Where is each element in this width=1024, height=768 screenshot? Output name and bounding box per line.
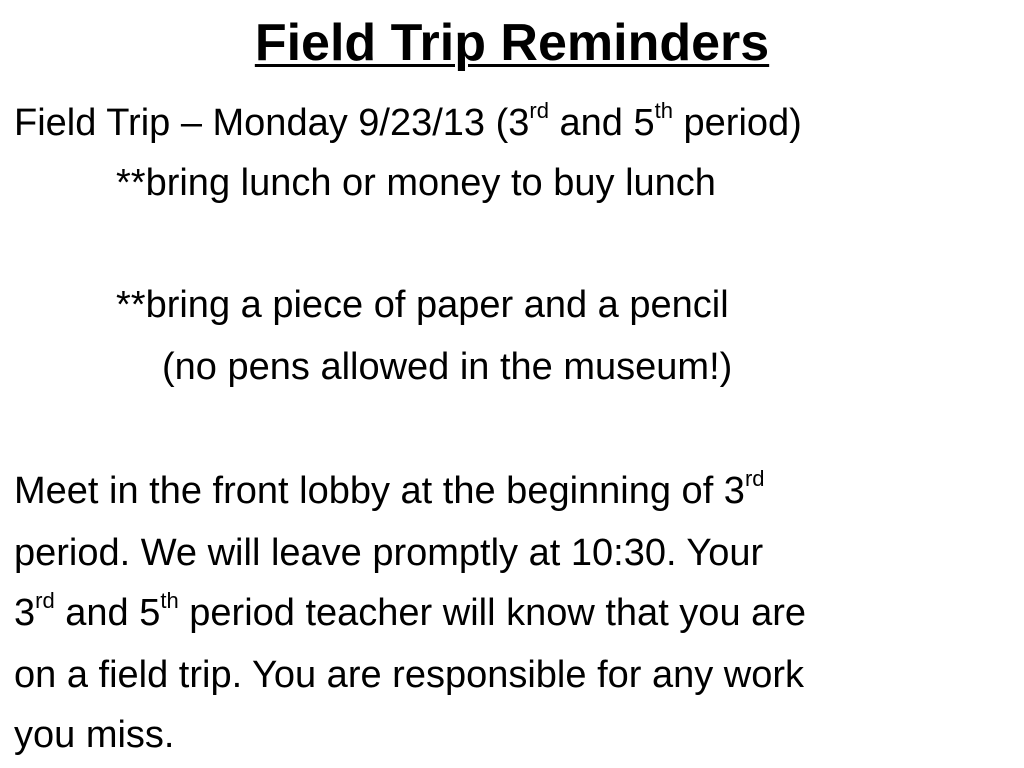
trip-line-sup-th: th <box>654 98 673 123</box>
meet-line-5: you miss. <box>14 714 175 756</box>
meet-line-3-sup-th: th <box>160 588 179 613</box>
meet-line-1 <box>14 466 765 512</box>
meet-line-1-sup: rd <box>744 466 765 491</box>
trip-line-middle: and 5 <box>548 102 655 144</box>
meet-line-3-sup-rd: rd <box>35 588 55 613</box>
reminder-lunch: **bring lunch or money to buy lunch <box>116 162 716 204</box>
meet-line-4: on a field trip. You are responsible for any work <box>14 654 805 696</box>
slide-title <box>0 14 1024 74</box>
trip-date-line <box>14 98 802 144</box>
meet-line-3-b: and 5 <box>54 592 161 634</box>
meet-line-3-c: period teacher will know that you are <box>178 592 807 634</box>
trip-line-prefix: Field Trip – Monday 9/23/13 (3 <box>14 102 530 144</box>
meet-line-2: period. We will leave promptly at 10:30. Your <box>14 532 764 574</box>
meet-line-3 <box>14 588 807 634</box>
reminder-no-pens: (no pens allowed in the museum!) <box>162 346 733 388</box>
meet-line-1-text: Meet in the front lobby at the beginning of 3 <box>14 470 745 512</box>
reminder-paper-pencil: **bring a piece of paper and a pencil <box>116 284 729 326</box>
title-text: Field Trip Reminders <box>254 14 770 72</box>
trip-line-suffix: period) <box>672 102 802 144</box>
meet-line-3-a: 3 <box>14 592 36 634</box>
trip-line-sup-rd: rd <box>529 98 549 123</box>
